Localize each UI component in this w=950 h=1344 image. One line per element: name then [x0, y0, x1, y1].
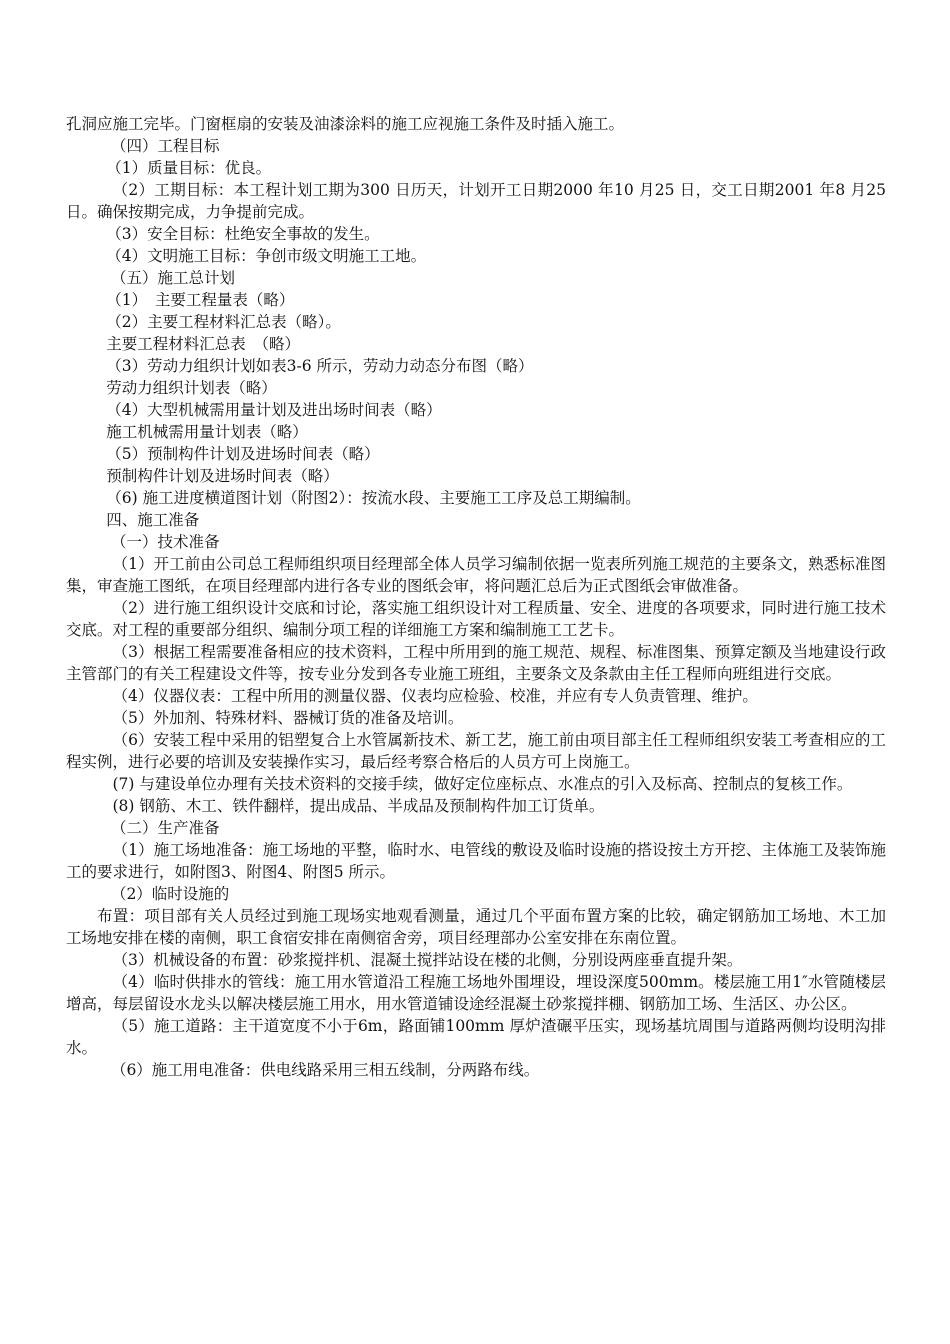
item-prod-6: （6）施工用电准备：供电线路采用三相五线制，分两路布线。	[110, 1061, 540, 1079]
item-tech-5: （5）外加剂、特殊材料、器械订货的准备及培训。	[112, 709, 464, 727]
item-prefab-plan: （5）预制构件计划及进场时间表（略）	[106, 445, 380, 463]
heading-project-goals: （四）工程目标	[110, 137, 220, 155]
item-tech-2: （2）进行施工组织设计交底和讨论，落实施工组织设计对工程质量、安全、进度的各项要求，同时进行施工技术交底。对工程的重要部分组织、编制分项工程的详细施工方案和编制施工工艺卡。	[66, 599, 886, 639]
table-caption-prefab: 预制构件计划及进场时间表（略）	[106, 467, 339, 485]
item-quantity-table: （1） 主要工程量表（略）	[106, 291, 295, 309]
item-gantt-plan: （6) 施工进度横道图计划（附图2）：按流水段、主要施工工序及总工期编制。	[106, 489, 641, 507]
item-schedule-goal: （2）工期目标：本工程计划工期为300 日历天，计划开工日期2000 年10 月25 日，交工日期2001 年8 月25 日。确保按期完成，力争提前完成。	[66, 181, 886, 221]
document-page	[66, 113, 886, 1081]
item-tech-1: （1）开工前由公司总工程师组织项目经理部全体人员学习编制依据一览表所列施工规范的主要条文，熟悉标准图集，审查施工图纸，在项目经理部内进行各专业的图纸会审，将问题汇总后为正式图纸会审做准备。	[66, 555, 886, 595]
item-quality-goal: （1）质量目标：优良。	[106, 159, 272, 177]
table-caption-labor: 劳动力组织计划表（略）	[106, 379, 277, 397]
heading-master-plan: （五）施工总计划	[110, 269, 235, 287]
heading-production-prep: （二）生产准备	[110, 819, 220, 837]
heading-technical-prep: （一）技术准备	[110, 533, 220, 551]
item-labor-plan: （3）劳动力组织计划如表3-6 所示，劳动力动态分布图（略）	[106, 357, 534, 375]
item-civilized-goal: （4）文明施工目标：争创市级文明施工工地。	[106, 247, 427, 265]
paragraph-continuation: 孔洞应施工完毕。门窗框扇的安装及油漆涂料的施工应视施工条件及时插入施工。	[66, 115, 625, 133]
item-material-summary: （2）主要工程材料汇总表（略）。	[106, 313, 341, 331]
heading-construction-prep: 四、施工准备	[106, 511, 200, 529]
item-safety-goal: （3）安全目标：杜绝安全事故的发生。	[106, 225, 380, 243]
table-caption-material: 主要工程材料汇总表 （略）	[106, 335, 301, 353]
table-caption-machinery: 施工机械需用量计划表（略）	[106, 423, 308, 441]
item-prod-4: （4）临时供排水的管线：施工用水管道沿工程施工场地外围埋设，埋设深度500mm。楼层施工用1″水管随楼层增高，每层留设水龙头以解决楼层施工用水，用水管道铺设途经混凝土砂浆搅拌棚、钢筋加工场、生活区、办公区。	[66, 973, 886, 1013]
item-prod-2-layout: 布置：项目部有关人员经过到施工现场实地观看测量，通过几个平面布置方案的比较，确定钢筋加工场地、木工加工场地安排在楼的南侧，职工食宿安排在南侧宿舍旁，项目经理部办公室安排在东南位置。	[66, 907, 886, 947]
item-prod-5: （5）施工道路：主干道宽度不小于6m，路面铺100mm 厚炉渣碾平压实，现场基坑周围与道路两侧均设明沟排水。	[66, 1017, 886, 1057]
item-tech-7: (7) 与建设单位办理有关技术资料的交接手续，做好定位座标点、水准点的引入及标高、控制点的复核工作。	[112, 775, 853, 793]
item-tech-4: （4）仪器仪表：工程中所用的测量仪器、仪表均应检验、校准，并应有专人负责管理、维护。	[112, 687, 758, 705]
item-tech-8: (8) 钢筋、木工、铁件翻样，提出成品、半成品及预制构件加工订货单。	[112, 797, 605, 815]
item-prod-1: （1）施工场地准备：施工场地的平整，临时水、电管线的敷设及临时设施的搭设按土方开挖、主体施工及装饰施工的要求进行，如附图3、附图4、附图5 所示。	[66, 841, 886, 881]
item-machinery-plan: （4）大型机械需用量计划及进出场时间表（略）	[106, 401, 442, 419]
item-prod-3: （3）机械设备的布置：砂浆搅拌机、混凝土搅拌站设在楼的北侧，分别设两座垂直提升架。	[112, 951, 743, 969]
item-prod-2: （2）临时设施的	[110, 885, 230, 903]
item-tech-6: （6）安装工程中采用的铝塑复合上水管属新技术、新工艺，施工前由项目部主任工程师组织安装工考查相应的工程实例，进行必要的培训及安装操作实习，最后经考察合格后的人员方可上岗施工。	[66, 731, 886, 771]
item-tech-3: （3）根据工程需要准备相应的技术资料，工程中所用到的施工规范、规程、标准图集、预算定额及当地建设行政主管部门的有关工程建设文件等，按专业分发到各专业施工班组，主要条文及条款由主任工程师向班组进行交底。	[66, 643, 886, 683]
